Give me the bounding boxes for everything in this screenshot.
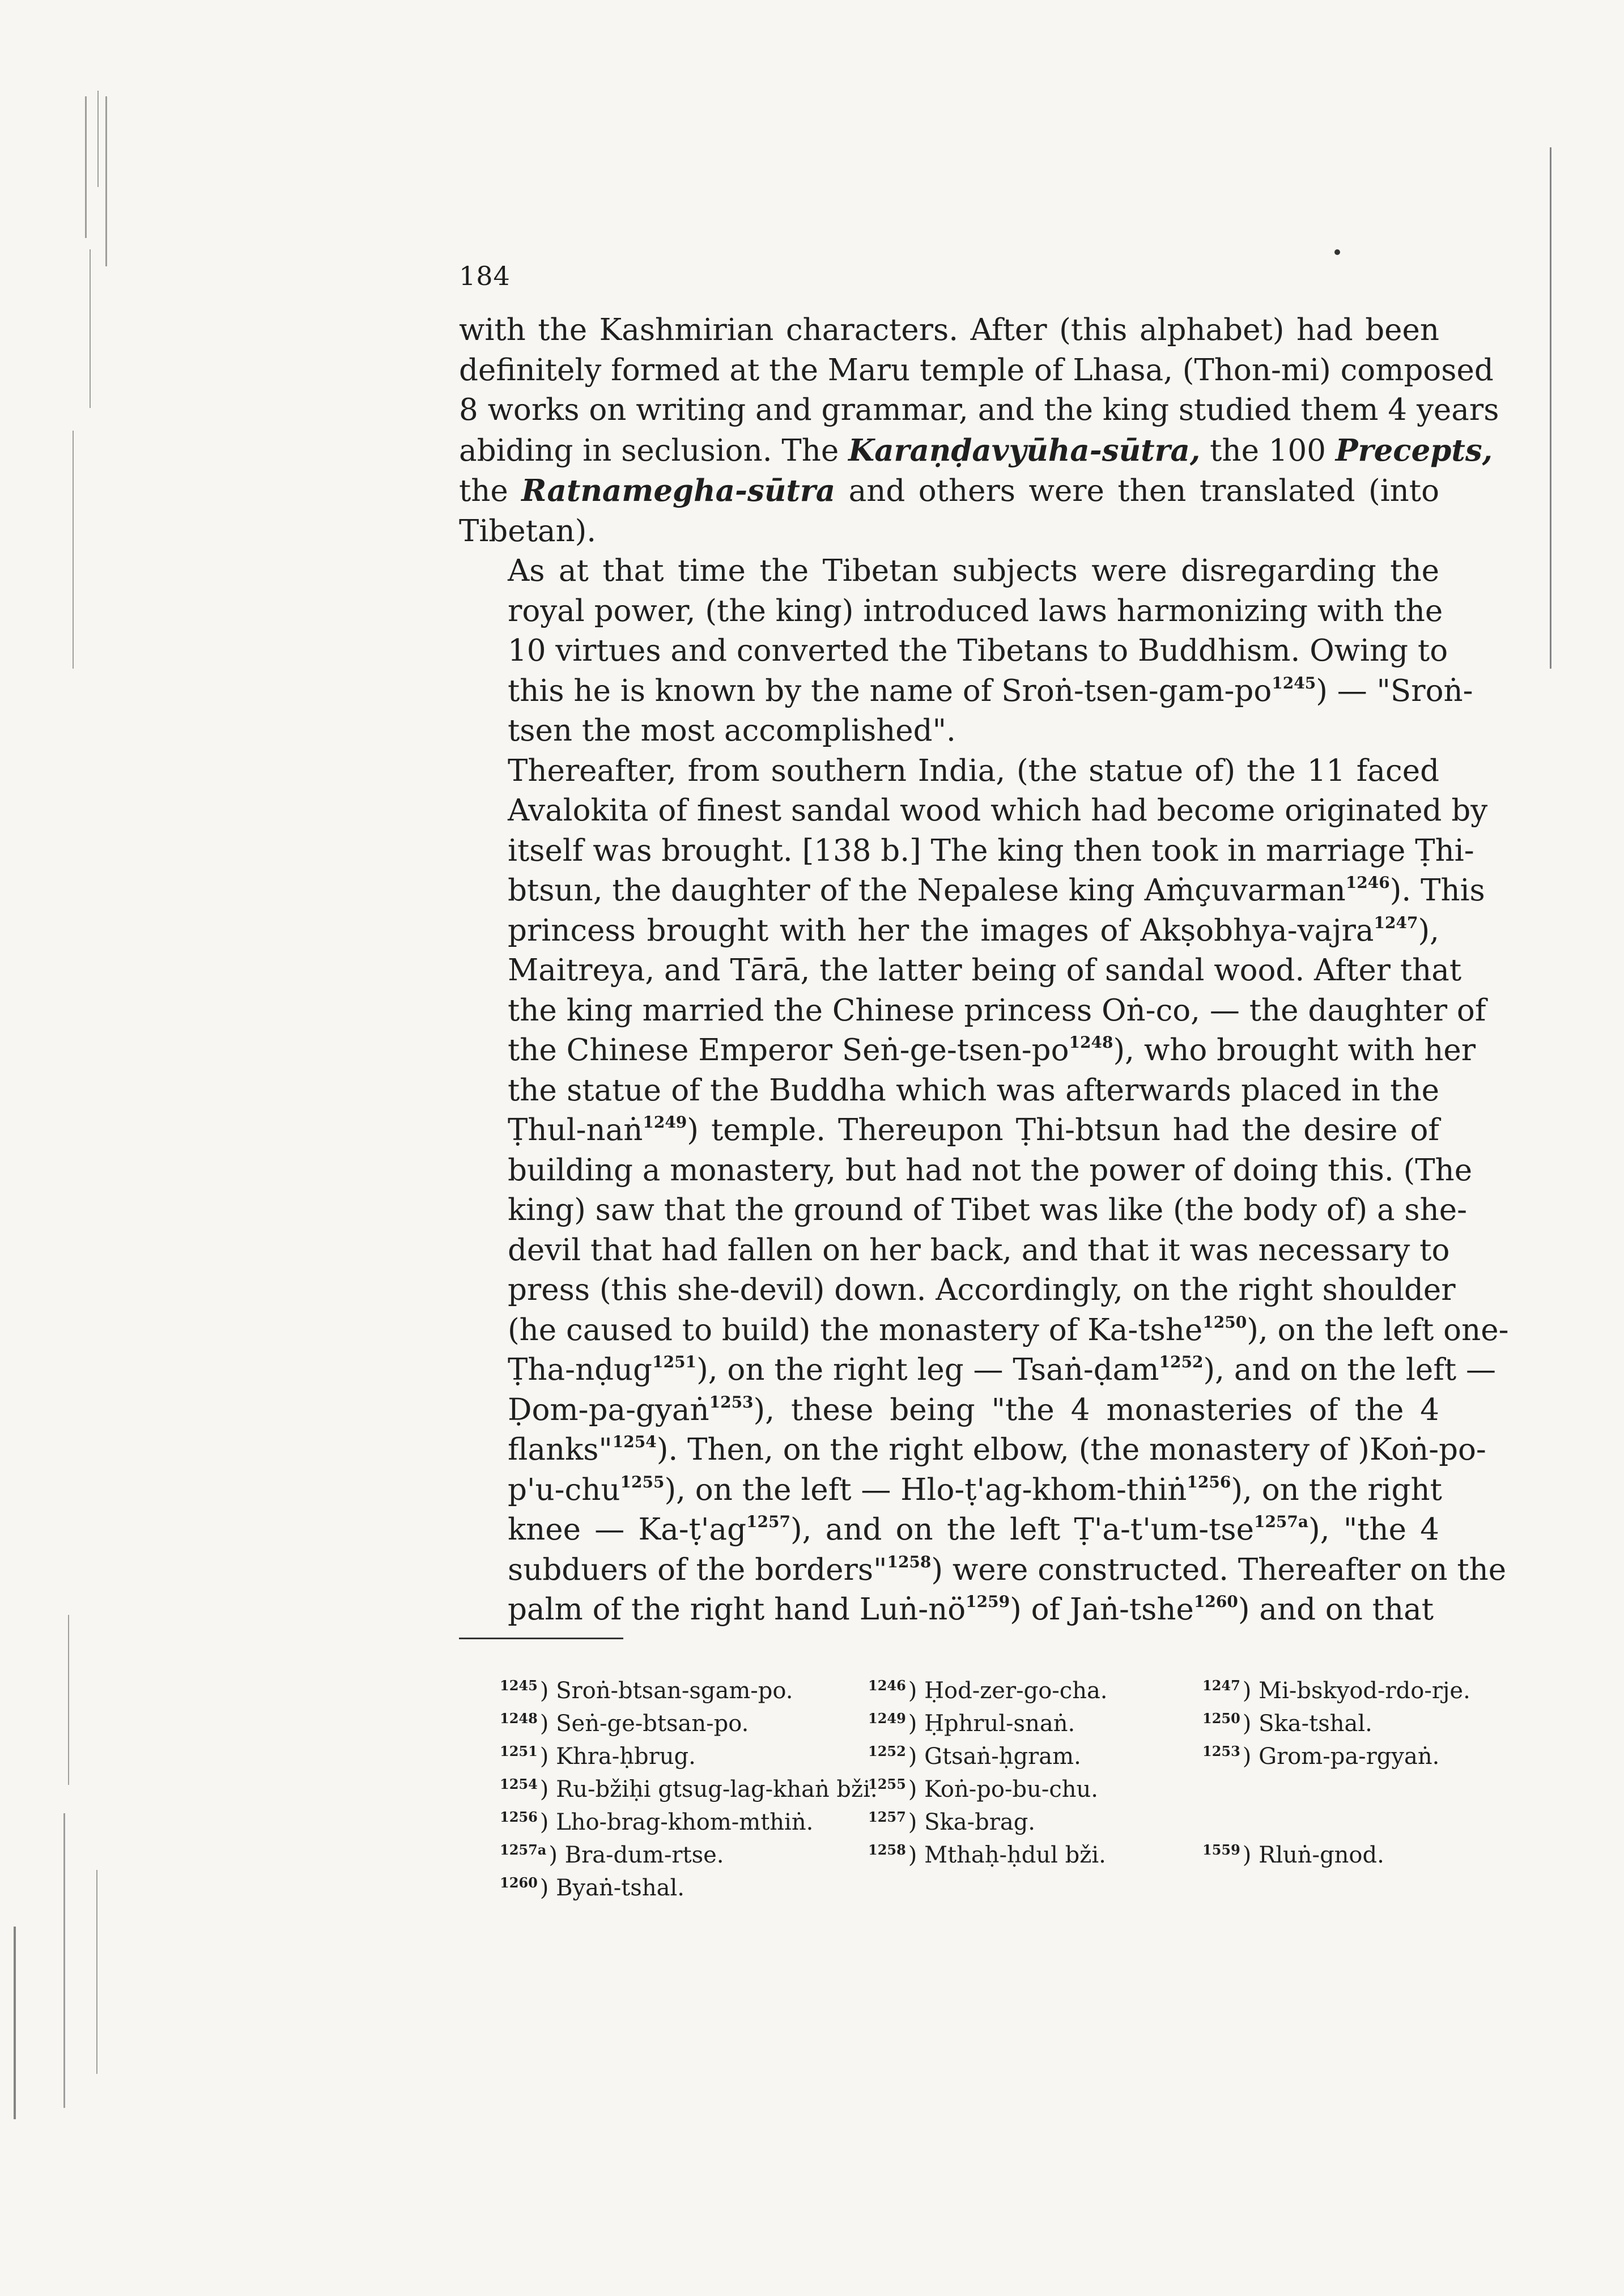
text-run: with the Kashmirian characters. After (this alphabet) had been [459, 313, 1439, 347]
footnote-text: ) Bra-dum-rtse. [549, 1842, 724, 1868]
text-run: Maitreya, and Tārā, the latter being of sandal wood. After that [508, 953, 1462, 988]
text-run: Avalokita of finest sandal wood which had become originated by [508, 793, 1488, 828]
scan-edge-mark [97, 91, 99, 187]
text-run: subduers of the borders" [508, 1552, 887, 1587]
footnote [1202, 1735, 1463, 1773]
footnote-row [500, 1702, 1463, 1735]
text-line [459, 1590, 1439, 1630]
text-run: As at that time the Tibetan subjects were disregarding the [508, 554, 1439, 588]
text-run: definitely formed at the Maru temple of Lhasa, (Thon-mi) composed [459, 352, 1494, 388]
footnote-number: 1249 [868, 1710, 906, 1727]
footnote-text: ) Ru-bžiḥi gtsug-lag-khaṅ bži. [539, 1776, 878, 1802]
footnote-text: ) Khra-ḥbrug. [539, 1744, 696, 1770]
text-line [459, 1190, 1468, 1231]
footnote-ref: 1246 [1345, 873, 1390, 892]
text-line [459, 592, 1443, 632]
text-line [459, 751, 1439, 792]
footnote-text: ) Gtsaṅ-ḥgram. [908, 1744, 1081, 1770]
text-run: ), and on the left Ṭ'a-t'um-tse [790, 1512, 1254, 1547]
footnote-text: ) Seṅ-ge-btsan-po. [539, 1711, 749, 1737]
footnote [500, 1669, 868, 1707]
text-run: ), [1418, 913, 1439, 948]
italic-title: Ratnamegha-sūtra [521, 473, 836, 508]
footnote [868, 1702, 1202, 1740]
text-run: Ḍom-pa-gyaṅ [508, 1392, 709, 1427]
footnote-number: 1258 [868, 1842, 906, 1858]
text-run: ) and on that [1238, 1592, 1434, 1627]
footnote-text: ) Lho-brag-khom-mthiṅ. [539, 1809, 814, 1835]
scan-edge-mark [68, 1615, 69, 1785]
text-run: press (this she-devil) down. Accordingly, on the right shoulder [508, 1273, 1456, 1307]
footnote-text: ) Rluṅ-gnod. [1242, 1842, 1384, 1868]
footnote-row [500, 1834, 1463, 1866]
text-run: (he caused to build) the monastery of Ka-tshe [508, 1312, 1203, 1347]
text-line [459, 1510, 1439, 1550]
footnote-ref: 1256 [1187, 1472, 1231, 1491]
footnote [500, 1834, 868, 1872]
footnote-ref: 1260 [1193, 1592, 1238, 1611]
footnote-number: 1260 [500, 1874, 538, 1891]
text-run: ), who brought with her [1113, 1033, 1476, 1068]
footnote [500, 1866, 868, 1904]
scan-edge-mark [96, 1870, 97, 2074]
footnote-number: 1254 [500, 1776, 538, 1792]
text-line [459, 1350, 1496, 1391]
text-line [459, 1071, 1439, 1111]
body-text [459, 311, 1509, 1630]
footnote-number: 1251 [500, 1743, 538, 1759]
text-run: ). Then, on the right elbow, (the monastery of )Koṅ-po- [656, 1432, 1486, 1467]
text-run: ) were constructed. Thereafter on the [931, 1552, 1507, 1587]
text-line [459, 1550, 1507, 1591]
footnote-row [500, 1801, 1463, 1834]
text-run: king) saw that the ground of Tibet was like (the body of) a she- [508, 1193, 1468, 1227]
scan-edge-mark [63, 1813, 65, 2108]
scan-edge-mark [105, 96, 107, 266]
footnote [868, 1801, 1202, 1839]
paragraph [459, 311, 1499, 551]
text-run: abiding in seclusion. The [459, 433, 849, 468]
footnote-rule [459, 1638, 623, 1639]
footnote [868, 1834, 1202, 1872]
text-line [459, 512, 1439, 552]
text-line [459, 1111, 1439, 1151]
footnote-ref: 1257a [1253, 1512, 1309, 1531]
text-run: ) of Jaṅ-tshe [1010, 1592, 1194, 1627]
footnote-ref: 1255 [620, 1472, 665, 1491]
footnote-ref: 1252 [1159, 1353, 1204, 1371]
text-line [459, 1231, 1450, 1271]
text-line [459, 991, 1486, 1031]
italic-title: Karaṇḍavyūha-sūtra, [848, 432, 1201, 468]
footnote-text: ) Koṅ-po-bu-chu. [908, 1776, 1099, 1802]
text-run: flanks" [508, 1432, 613, 1467]
text-line [459, 431, 1493, 471]
text-run: ). This [1389, 873, 1485, 908]
text-line [459, 1031, 1476, 1071]
text-run: the statue of the Buddha which was afterwards placed in the [508, 1073, 1439, 1108]
footnote [1202, 1702, 1463, 1740]
text-line [459, 711, 1439, 751]
footnote [868, 1768, 1202, 1806]
footnote-row [500, 1669, 1470, 1704]
text-run: the king married the Chinese princess Oṅ-co, — the daughter of [508, 993, 1486, 1028]
text-run: ), these being "the 4 monasteries of the 4 [753, 1392, 1439, 1427]
text-run: the [459, 474, 522, 508]
footnote-text: ) Ska-tshal. [1242, 1711, 1372, 1737]
footnote [868, 1735, 1202, 1773]
text-run: building a monastery, but had not the power of doing this. (The [508, 1153, 1473, 1188]
text-line [459, 390, 1499, 431]
footnote-text: ) Byaṅ-tshal. [539, 1875, 685, 1901]
text-run: Ṭha-nḍug [508, 1353, 653, 1387]
text-run: p'u-chu [508, 1472, 620, 1507]
text-run: itself was brought. [138 b.] The king then took in marriage Ṭhi- [508, 833, 1474, 868]
footnote-number: 1246 [868, 1677, 906, 1694]
footnote [500, 1735, 868, 1773]
text-line [459, 311, 1439, 351]
text-line [459, 1270, 1456, 1311]
text-line [459, 471, 1439, 512]
text-line [459, 1151, 1473, 1191]
text-line [459, 1430, 1486, 1470]
footnote-text: ) Ska-brag. [908, 1809, 1036, 1835]
footnote-text: ) Sroṅ-btsan-sgam-po. [539, 1678, 793, 1704]
text-run: Thereafter, from southern India, (the statue of) the 11 faced [508, 753, 1439, 788]
text-run: royal power, (the king) introduced laws harmonizing with the [508, 593, 1443, 628]
text-run: knee — Ka-ṭ'ag [508, 1512, 746, 1547]
footnote-number: 1257a [500, 1842, 547, 1858]
footnote-text: ) Ḥod-zer-go-cha. [908, 1678, 1108, 1704]
footnote [500, 1702, 868, 1740]
footnote-number: 1245 [500, 1677, 538, 1694]
footnote-ref: 1245 [1272, 673, 1316, 692]
text-run: 10 virtues and converted the Tibetans to Buddhism. Owing to [508, 633, 1448, 668]
footnote-ref: 1259 [966, 1592, 1010, 1611]
text-run: the Chinese Emperor Seṅ-ge-tsen-po [508, 1033, 1069, 1068]
footnote-number: 1252 [868, 1743, 906, 1759]
text-run: palm of the right hand Luṅ-nö [508, 1592, 966, 1627]
footnote-text: ) Ḥphrul-snaṅ. [908, 1711, 1075, 1737]
text-line [459, 631, 1448, 671]
text-line [459, 351, 1494, 391]
footnote-ref: 1247 [1374, 913, 1418, 932]
footnote-number: 1250 [1202, 1710, 1240, 1727]
text-run: princess brought with her the images of Akṣobhya-vajra [508, 913, 1374, 948]
footnote-ref: 1254 [612, 1432, 657, 1451]
footnote-number: 1257 [868, 1809, 906, 1825]
footnote-number: 1248 [500, 1710, 538, 1727]
footnote-ref: 1248 [1069, 1033, 1113, 1052]
text-run: the 100 [1200, 433, 1336, 468]
footnote [500, 1768, 878, 1806]
text-run: ), on the right leg — Tsaṅ-ḍam [696, 1353, 1159, 1387]
text-line [459, 1470, 1442, 1511]
footnote-ref: 1257 [746, 1512, 790, 1531]
footnote [868, 1669, 1202, 1707]
text-line [459, 831, 1474, 871]
footnote-number: 1256 [500, 1809, 538, 1825]
text-run: and others were then translated (into [835, 474, 1439, 508]
text-run: btsun, the daughter of the Nepalese king Aṁçuvarman [508, 873, 1346, 908]
text-run: ) temple. Thereupon Ṭhi-btsun had the desire of [687, 1113, 1439, 1147]
footnote-ref: 1250 [1202, 1312, 1247, 1332]
text-line [459, 1391, 1439, 1431]
text-line [459, 951, 1462, 991]
footnote-number: 1559 [1202, 1842, 1240, 1858]
footnote-number: 1253 [1202, 1743, 1240, 1759]
text-line [459, 791, 1488, 831]
scan-edge-mark [85, 96, 87, 238]
scan-edge-mark [90, 249, 91, 408]
text-run: tsen the most accomplished". [508, 713, 956, 748]
scan-edge-mark [14, 1927, 16, 2119]
text-run: ) — "Sroṅ- [1316, 673, 1473, 708]
text-run: ), on the left — Hlo-ṭ'ag-khom-thiṅ [664, 1472, 1187, 1507]
italic-title: Precepts, [1335, 432, 1493, 468]
scan-edge-mark [73, 431, 74, 669]
footnotes [500, 1669, 1470, 1901]
paragraph [459, 551, 1473, 751]
footnote [1202, 1834, 1463, 1872]
footnote-text: ) Mi-bskyod-rdo-rje. [1242, 1678, 1470, 1704]
footnote-ref: 1258 [887, 1552, 932, 1571]
footnote-text: ) Grom-pa-rgyaṅ. [1242, 1744, 1440, 1770]
text-line [459, 1311, 1509, 1351]
text-run: 8 works on writing and grammar, and the king studied them 4 years [459, 393, 1499, 427]
footnote-row [500, 1735, 1463, 1768]
page-number: 184 [459, 261, 511, 291]
text-line [459, 671, 1473, 712]
footnote-text: ) Mthaḥ-ḥdul bži. [908, 1842, 1106, 1868]
text-run: this he is known by the name of Sroṅ-tsen-gam-po [508, 673, 1272, 708]
scan-edge-mark [1550, 147, 1551, 669]
footnote [1202, 1669, 1470, 1707]
text-line [459, 551, 1439, 592]
footnote-ref: 1253 [709, 1392, 754, 1411]
text-run: ), on the left one- [1247, 1312, 1509, 1347]
footnote-ref: 1249 [643, 1113, 687, 1132]
text-run: ), "the 4 [1308, 1512, 1439, 1547]
text-run: ), and on the left — [1203, 1353, 1496, 1387]
ink-dot [1334, 249, 1340, 255]
text-run: ), on the right [1231, 1472, 1442, 1507]
text-line [459, 911, 1439, 951]
text-run: devil that had fallen on her back, and that it was necessary to [508, 1232, 1450, 1268]
footnote-number: 1247 [1202, 1677, 1240, 1694]
text-line [459, 871, 1485, 911]
text-run: Tibetan). [459, 513, 597, 549]
footnote [500, 1801, 868, 1839]
text-run: Ṭhul-naṅ [508, 1113, 643, 1147]
footnote-number: 1255 [868, 1776, 906, 1792]
paragraph [459, 751, 1509, 1630]
footnote-ref: 1251 [652, 1353, 697, 1371]
